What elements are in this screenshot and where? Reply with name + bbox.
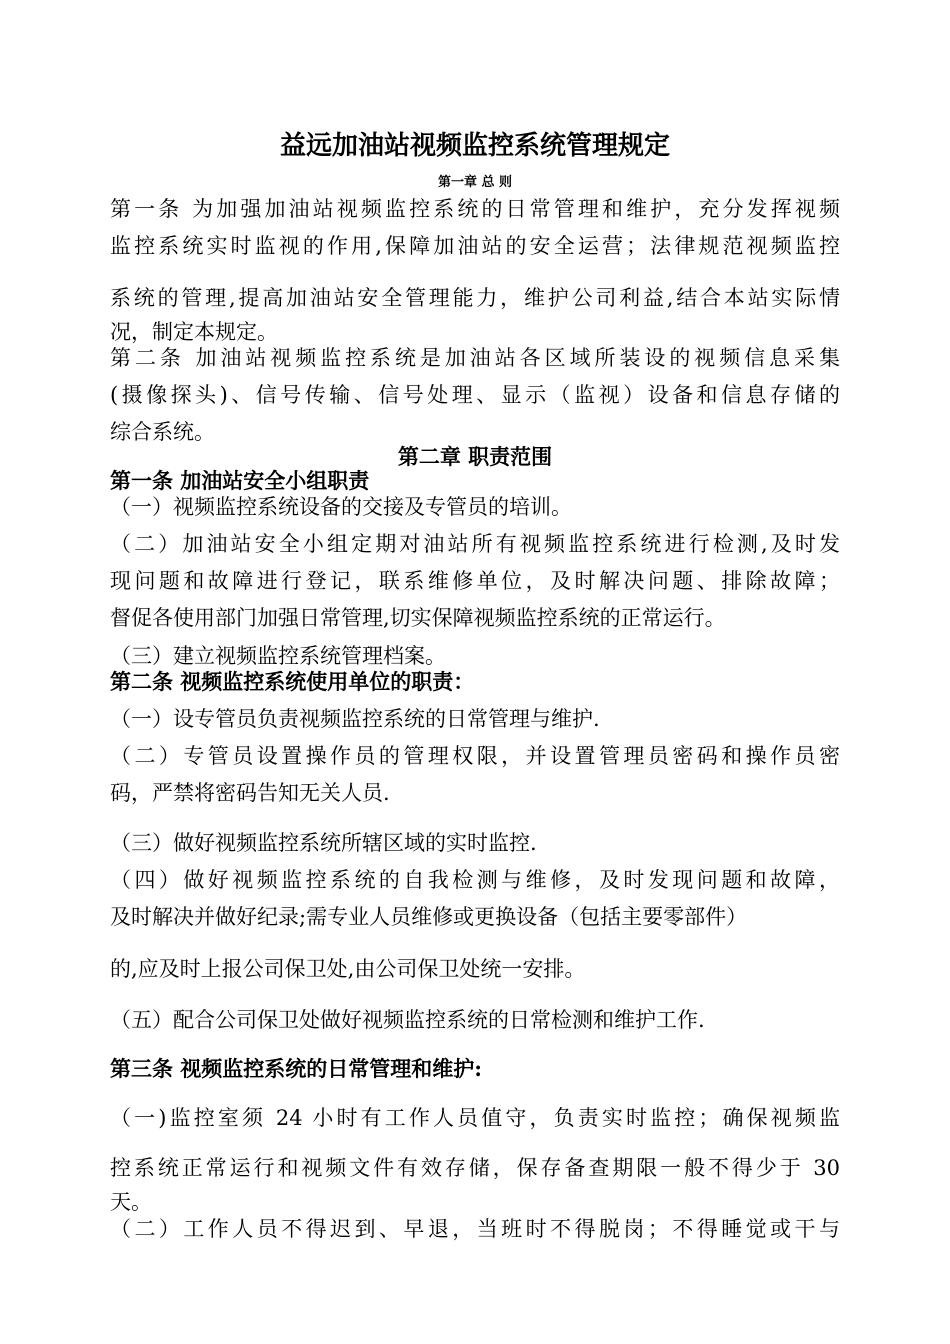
list-item: 督促各使用部门加强日常管理,切实保障视频监控系统的正常运行。: [110, 606, 726, 630]
list-item: 现问题和故障进行登记，联系维修单位，及时解决问题、排除故障；: [110, 569, 840, 593]
paragraph-line: 况，制定本规定。: [110, 320, 278, 344]
chapter-1-heading: 第一章 总 则: [437, 175, 513, 190]
list-item: （二）加油站安全小组定期对油站所有视频监控系统进行检测,及时发: [110, 532, 840, 556]
list-item: （三）建立视频监控系统管理档案。: [110, 644, 446, 668]
list-item: 码，严禁将密码告知无关人员.: [110, 781, 390, 805]
list-item: （三）做好视频监控系统所辖区域的实时监控.: [110, 831, 537, 855]
list-item: （五）配合公司保卫处做好视频监控系统的日常检测和维护工作.: [110, 1008, 705, 1032]
paragraph-line: (摄像探头)、信号传输、信号处理、显示（监视）设备和信息存储的: [110, 383, 840, 407]
list-item: 天。: [110, 1190, 152, 1214]
list-item: （二）专管员设置操作员的管理权限，并设置管理员密码和操作员密: [110, 744, 840, 768]
article-heading: 第二条 视频监控系统使用单位的职责：: [110, 669, 475, 694]
list-item: （二）工作人员不得迟到、早退，当班时不得脱岗；不得睡觉或干与: [110, 1217, 840, 1241]
paragraph-line: 第二条 加油站视频监控系统是加油站各区域所装设的视频信息采集: [110, 346, 840, 370]
list-item: （一)监控室须 24 小时有工作人员值守，负责实时监控；确保视频监: [110, 1106, 840, 1130]
chapter-2-heading: 第二章 职责范围: [397, 444, 553, 469]
article-heading: 第三条 视频监控系统的日常管理和维护:: [110, 1056, 483, 1081]
paragraph-line: 系统的管理,提高加油站安全管理能力，维护公司利益,结合本站实际情: [110, 286, 840, 310]
document-title: 益远加油站视频监控系统管理规定: [279, 131, 670, 161]
list-item: 控系统正常运行和视频文件有效存储，保存备查期限一般不得少于 30: [110, 1156, 840, 1180]
article-heading: 第一条 加油站安全小组职责: [110, 468, 370, 493]
paragraph-line: 综合系统。: [110, 420, 215, 444]
paragraph-line: 监控系统实时监视的作用,保障加油站的安全运营；法律规范视频监控: [110, 234, 840, 258]
list-item: （一）视频监控系统设备的交接及专管员的培训。: [110, 495, 572, 519]
list-item: （一）设专管员负责视频监控系统的日常管理与维护.: [110, 707, 600, 731]
paragraph-line: 第一条 为加强加油站视频监控系统的日常管理和维护，充分发挥视频: [110, 197, 840, 221]
list-item: （四）做好视频监控系统的自我检测与维修，及时发现问题和故障，: [110, 868, 840, 892]
list-item: 的,应及时上报公司保卫处,由公司保卫处统一安排。: [110, 957, 586, 981]
list-item: 及时解决并做好纪录;需专业人员维修或更换设备（包括主要零部件）: [110, 905, 748, 929]
